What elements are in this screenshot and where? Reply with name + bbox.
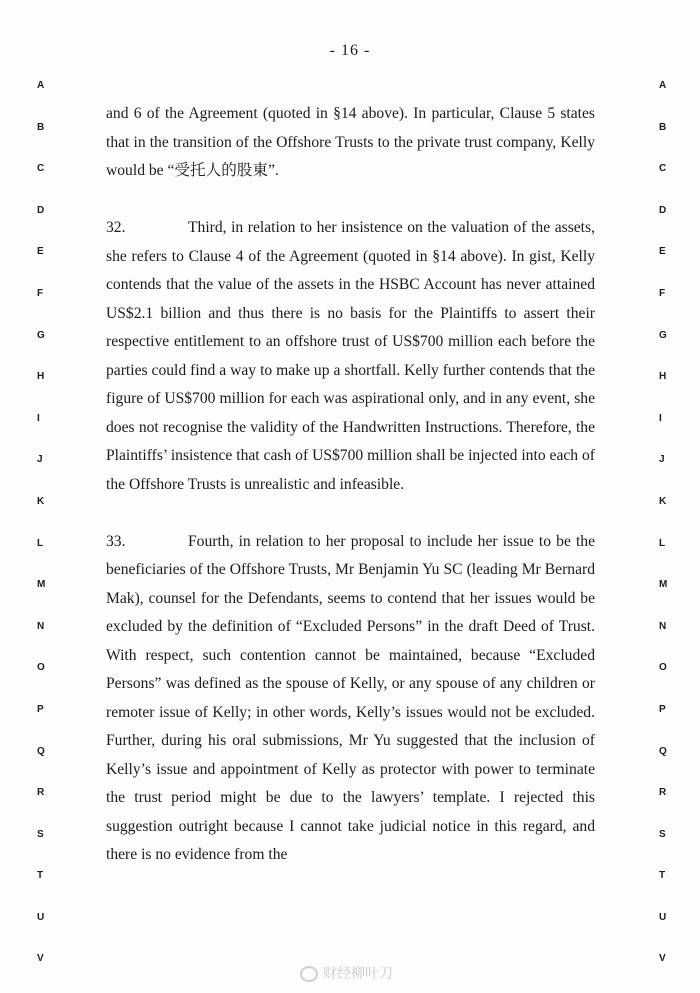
- margin-letter: N: [659, 620, 667, 632]
- margin-letter: Q: [37, 745, 45, 757]
- paragraph-text: Third, in relation to her insistence on the valuation of the assets, she refers to Clause 4 of the Agreement (quoted in §14 above). In gist, Kelly contends that the value of the assets in the HSBC Account has never attained US$2.1 billion and thus there is no basis for the Plaintiffs to assert their respective entitlement to an offshore trust of US$700 million each before the parties could find a way to make up a shortfall. Kelly further contends that the figure of US$700 million for each was aspirational only, and in any event, she does not recognise the validity of the Handwritten Instructions. Therefore, the Plaintiffs’ insistence that cash of US$700 million shall be injected into each of the Offshore Trusts is unrealistic and infeasible.: [106, 219, 595, 493]
- margin-letter: H: [37, 371, 45, 383]
- paragraph-33: [106, 528, 595, 870]
- margin-letter: T: [659, 870, 666, 882]
- margin-letter: F: [659, 287, 666, 299]
- margin-letter: F: [37, 287, 44, 299]
- paragraph-number: 33.: [106, 532, 126, 550]
- margin-letter: L: [37, 537, 44, 549]
- margin-letter: I: [659, 412, 662, 424]
- margin-letter: M: [37, 579, 46, 591]
- paragraph-31-continuation: [106, 100, 595, 186]
- margin-letter: V: [659, 953, 666, 965]
- watermark: [300, 963, 393, 983]
- page-number: - 16 -: [329, 42, 371, 59]
- margin-letter: Q: [659, 745, 667, 757]
- margin-letter: C: [37, 163, 45, 175]
- margin-letter: B: [659, 121, 667, 133]
- margin-letter: A: [37, 80, 45, 91]
- margin-letter: T: [37, 870, 44, 882]
- weibo-icon: [300, 966, 318, 982]
- margin-letter: J: [659, 454, 665, 466]
- margin-letter: G: [659, 329, 667, 341]
- margin-letter: C: [659, 163, 667, 175]
- margin-letter: I: [37, 412, 40, 424]
- margin-letter: H: [659, 371, 667, 383]
- watermark-text: 财经柳叶刀: [323, 966, 393, 982]
- margin-letter: L: [659, 537, 666, 549]
- margin-letter: U: [37, 911, 45, 923]
- margin-letter: D: [37, 204, 45, 216]
- margin-letter: D: [659, 204, 667, 216]
- paragraph-number: 32.: [106, 219, 126, 236]
- margin-letter: E: [37, 246, 44, 258]
- paragraph-text: Fourth, in relation to her proposal to include her issue to be the beneficiaries of the Offshore Trusts, Mr Benjamin Yu SC (leading Mr Bernard Mak), counsel for the Defendants, seems to contend that her issues would be excluded by the definition of “Excluded Persons” in the draft Deed of Trust. With respect, such contention cannot be maintained, because “Excluded Persons” was defined as the spouse of Kelly, or any spouse of any children or remoter issue of Kelly; in other words, Kelly’s issues would not be excluded. Further, during his oral submissions, Mr Yu suggested that the inclusion of Kelly’s issue and appointment of Kelly as protector with power to terminate the trust period might be due to the lawyers’ template. I rejected this suggestion outright because I cannot take judicial notice in this regard, and there is no evidence from the: [106, 532, 595, 863]
- margin-letter: O: [659, 662, 667, 674]
- margin-letter: M: [659, 579, 668, 591]
- margin-letter: A: [659, 80, 667, 91]
- margin-letter: R: [659, 787, 667, 799]
- margin-letter: S: [659, 828, 666, 840]
- margin-letter: O: [37, 662, 45, 674]
- margin-letter: K: [37, 495, 45, 507]
- margin-letter: E: [659, 246, 666, 258]
- margin-letter: J: [37, 454, 43, 466]
- right-margin-letters: [659, 78, 667, 993]
- margin-letter: G: [37, 329, 45, 341]
- margin-letter: B: [37, 121, 45, 133]
- paragraph-text: and 6 of the Agreement (quoted in §14 above). In particular, Clause 5 states that in the transition of the Offshore Trusts to the private trust company, Kelly would be “受托人的股東”.: [106, 105, 595, 179]
- margin-letter: U: [659, 911, 667, 923]
- margin-letter: K: [659, 495, 667, 507]
- margin-letter: N: [37, 620, 45, 632]
- margin-letter: V: [37, 953, 44, 965]
- margin-letter: P: [659, 703, 666, 715]
- judgment-body: [106, 100, 595, 898]
- margin-letter: P: [37, 703, 44, 715]
- left-margin-letters: [37, 78, 45, 993]
- margin-letter: S: [37, 828, 44, 840]
- margin-letter: R: [37, 787, 45, 799]
- paragraph-32: [106, 214, 595, 499]
